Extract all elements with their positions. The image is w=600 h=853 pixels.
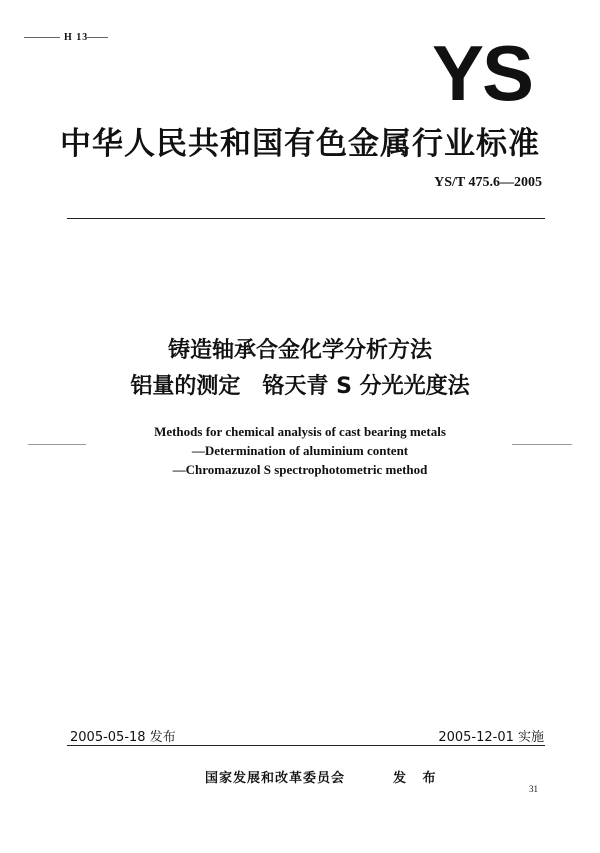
standard-organization: 中华人民共和国有色金属行业标准: [60, 126, 540, 162]
page-number: 31: [529, 784, 538, 794]
issue-date: 2005-05-18 发布: [70, 730, 176, 745]
decorative-dash: [24, 37, 60, 38]
standard-code: YS/T 475.6—2005: [434, 175, 542, 190]
publish-word: 发 布: [393, 771, 442, 786]
title-cn-line2: 铝量的测定 铬天青 S 分光光度法: [130, 374, 470, 399]
decorative-dash: [86, 37, 108, 38]
title-en-line1: Methods for chemical analysis of cast bearing metals: [154, 424, 446, 439]
implementation-date: 2005-12-01 实施: [438, 730, 544, 745]
title-cn-line1: 铸造轴承合金化学分析方法: [167, 338, 432, 363]
classification-code: H 13: [64, 32, 89, 43]
footer-divider: [67, 745, 545, 746]
ys-logo: YS: [431, 29, 532, 117]
publisher: 国家发展和改革委员会: [205, 771, 346, 786]
title-en-line3: —Chromazuzol S spectrophotometric method: [172, 462, 428, 477]
header-divider: [67, 218, 545, 219]
title-en-line2: —Determination of aluminium content: [191, 443, 409, 458]
